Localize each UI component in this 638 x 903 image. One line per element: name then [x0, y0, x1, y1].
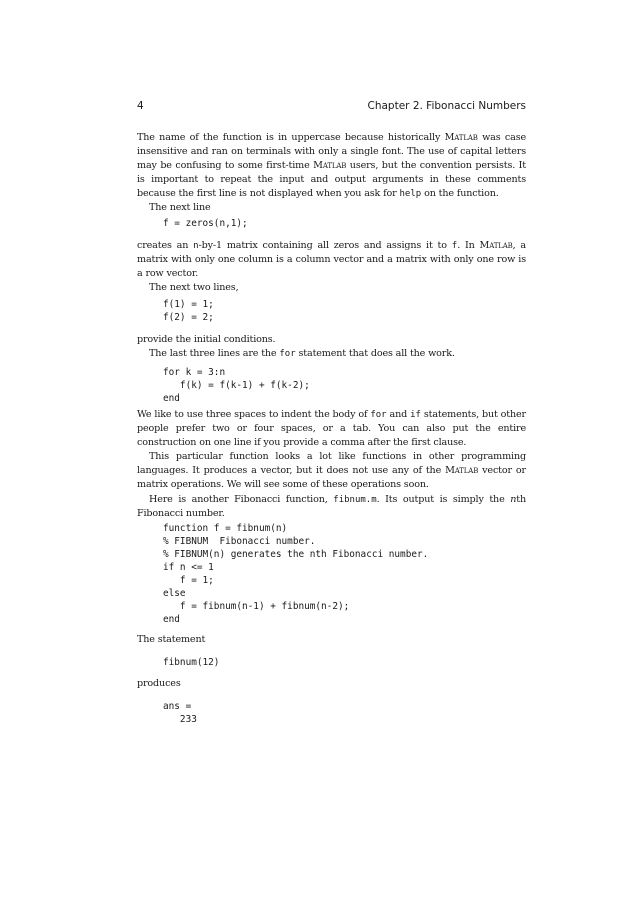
code-block-fibnum-call: fibnum(12) — [163, 657, 220, 668]
math-n: n — [510, 493, 517, 505]
chapter-title: Chapter 2. Fibonacci Numbers — [367, 100, 526, 112]
matlab-name: Matlab — [313, 160, 347, 172]
matlab-name: Matlab — [479, 240, 513, 251]
paragraph-indent: We like to use three spaces to indent the body of for and if statements, but other people prefer two or four spaces, or a tab. You can also put the entire construction on one line if you provide a comma after the first clause. This particular function looks a lot like functions in other programming languages. It produces a vector, but it does not use any of the Matlab vector or matrix operations. We will see some of these operations soon. Here is another Fibonacci function, fibnum.m. Its output is simply the nth Fibonacci number. — [137, 409, 526, 519]
page-number: 4 — [137, 100, 144, 112]
running-header — [137, 100, 526, 116]
paragraph-function-name: The name of the function is in uppercase because historically Matlab was case insensitive and ran on terminals with only a single font. The use of capital letters may be confusing to some first-time Matlab users, but the convention persists. It is important to repeat the input and output arguments in these comments because the first line is not displayed when you ask for help on the function. The next line — [137, 131, 526, 216]
paragraph-next-line: The next line — [149, 202, 211, 214]
paragraph-initial-conditions: provide the initial conditions. The last three lines are the for statement that does all the work. — [137, 334, 455, 360]
inline-code: n — [193, 241, 199, 251]
code-block-fibnum: function f = fibnum(n) % FIBNUM Fibonacci number. % FIBNUM(n) generates the nth Fibonacci number. if n <= 1 f = 1; else f = fibnum(n-1) + fibnum(n-2); end — [163, 523, 429, 625]
paragraph-statement: The statement — [137, 634, 206, 645]
inline-code: for — [279, 349, 296, 360]
inline-code: for — [370, 410, 387, 420]
paragraph-produces: produces — [137, 678, 181, 689]
inline-code: if — [410, 410, 421, 420]
matlab-name: Matlab — [444, 132, 478, 143]
paragraph-zeros: creates an n-by-1 matrix containing all zeros and assigns it to f. In Matlab, a matrix with only one column is a column vector and a matrix with only one row is a row vector. The next two lines, — [137, 239, 526, 295]
inline-code: help — [399, 189, 422, 200]
inline-code: f — [451, 241, 458, 251]
matlab-name: Matlab — [445, 465, 479, 477]
code-block-initial: f(1) = 1; f(2) = 2; — [163, 299, 214, 323]
paragraph-next-two-lines: The next two lines, — [149, 282, 239, 294]
code-block-zeros: f = zeros(n,1); — [163, 218, 248, 229]
code-block-for-loop: for k = 3:n f(k) = f(k-1) + f(k-2); end — [163, 367, 310, 404]
inline-code: fibnum.m — [333, 494, 377, 505]
code-block-output: ans = 233 — [163, 701, 197, 725]
